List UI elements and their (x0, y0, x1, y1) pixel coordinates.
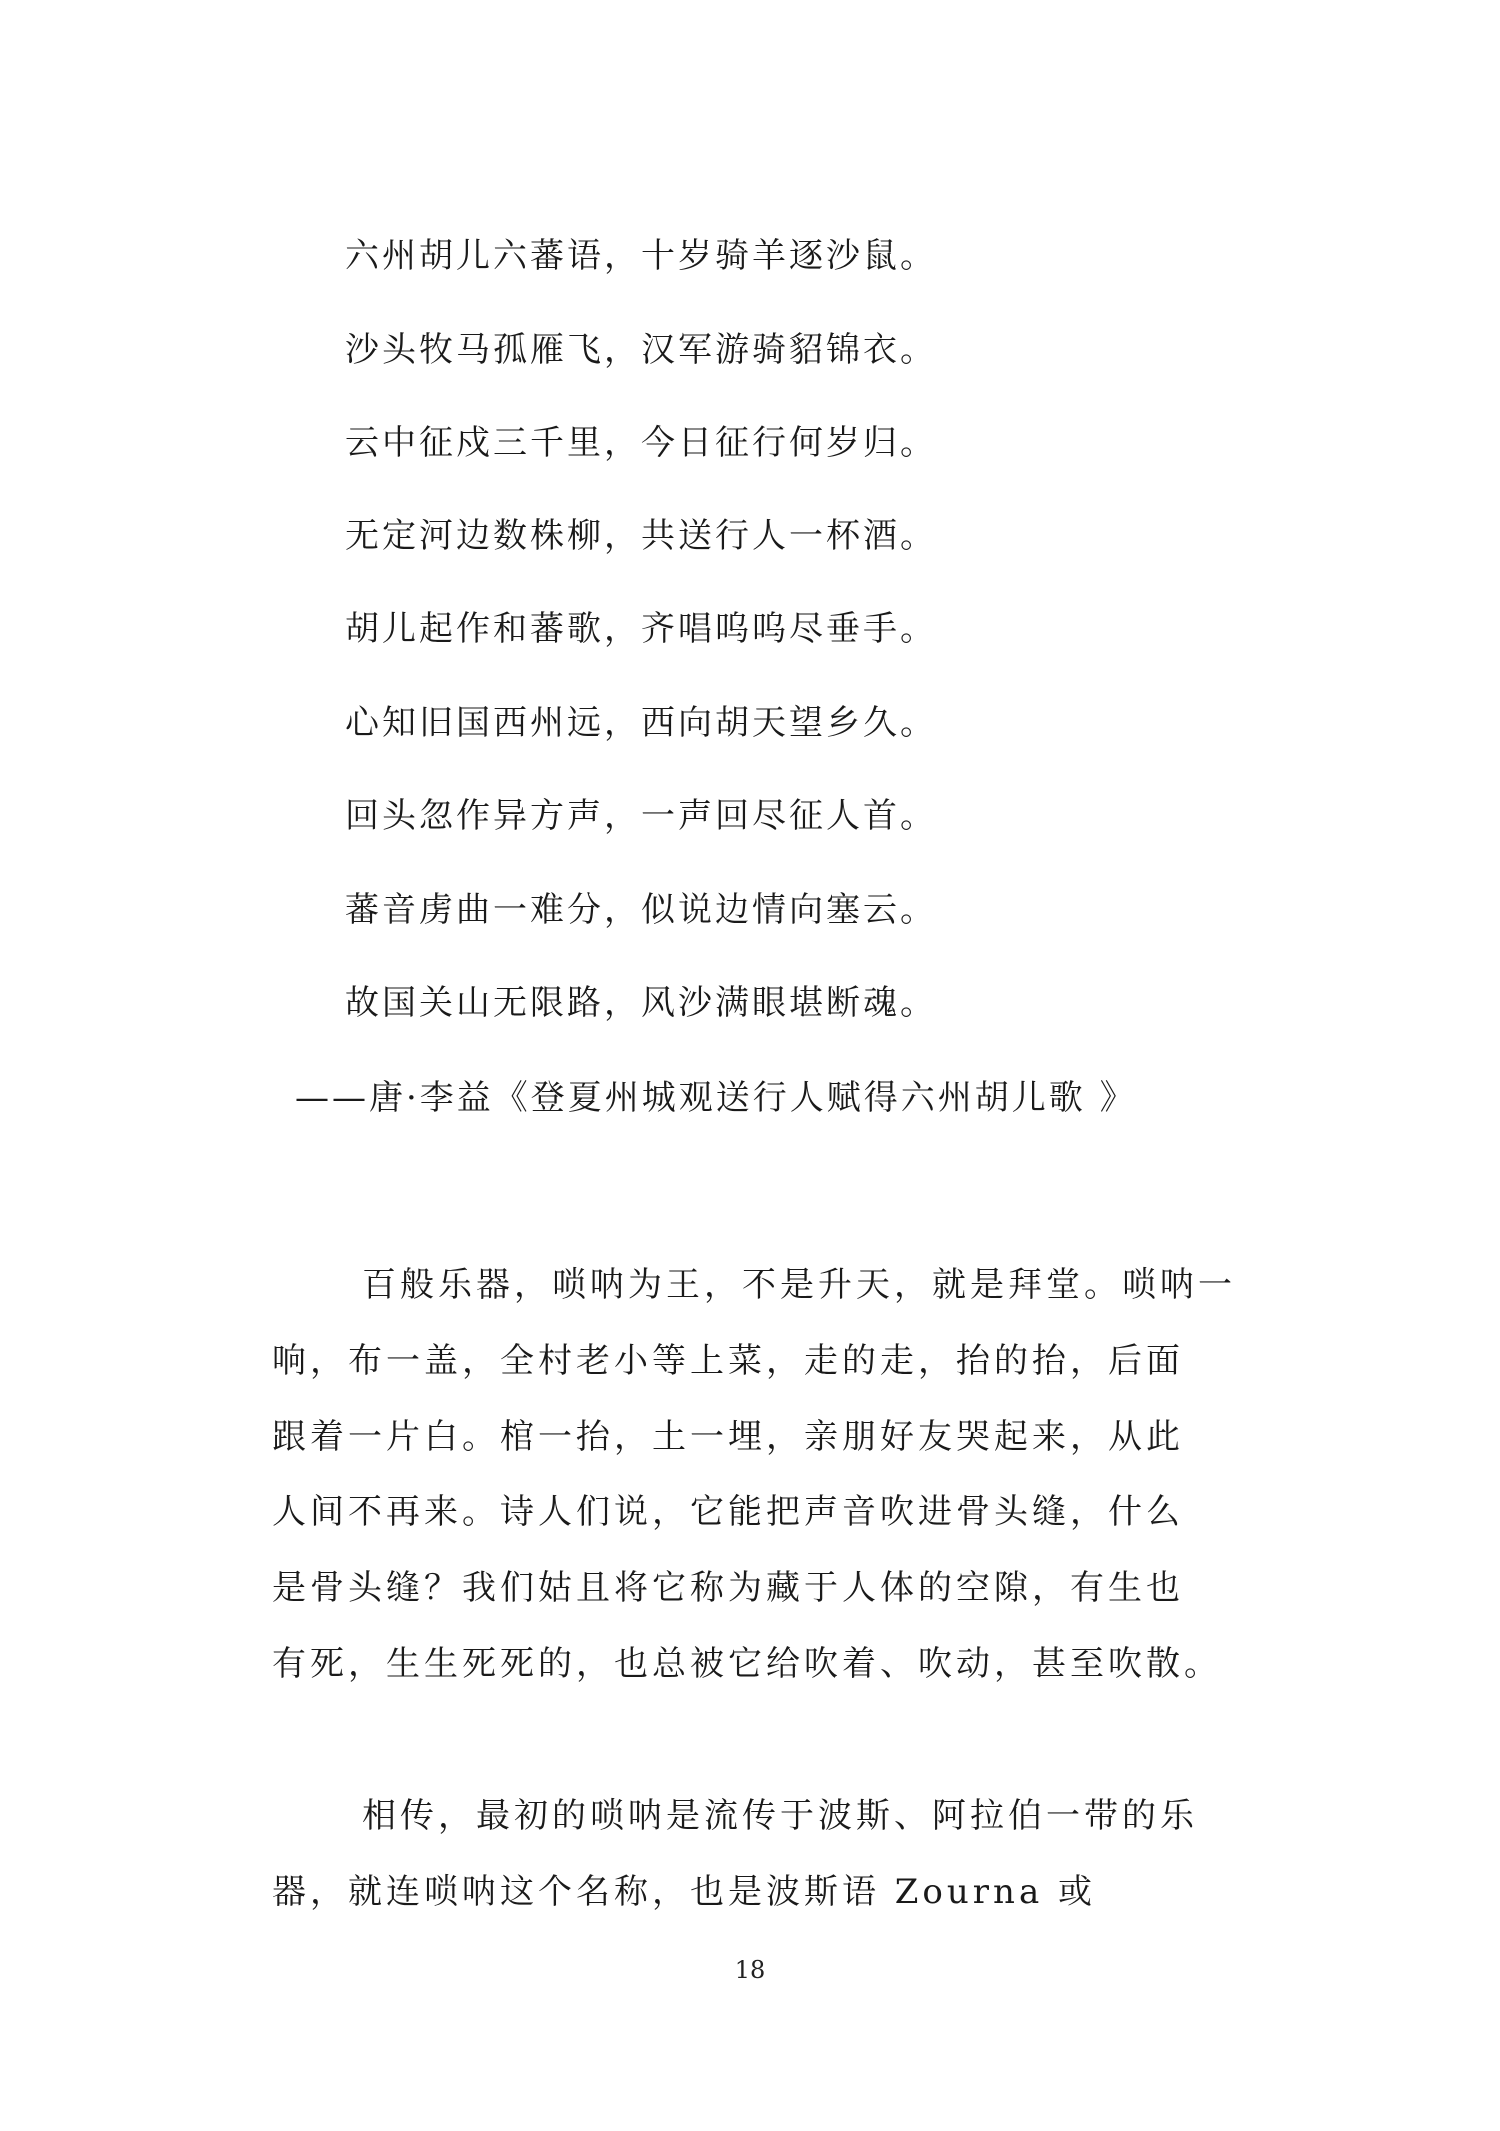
paragraph-line: 响，布一盖，全村老小等上菜，走的走，抬的抬，后面 (272, 1341, 1184, 1381)
paragraph-line: 跟着一片白。棺一抬，土一埋，亲朋好友哭起来，从此 (272, 1417, 1184, 1457)
poem-line: 蕃音虏曲一难分，似说边情向塞云。 (345, 890, 937, 930)
poem-line: 六州胡儿六蕃语，十岁骑羊逐沙鼠。 (345, 236, 937, 276)
paragraph-line: 人间不再来。诗人们说，它能把声音吹进骨头缝，什么 (272, 1492, 1184, 1532)
poem-line: 胡儿起作和蕃歌，齐唱呜呜尽垂手。 (345, 609, 937, 649)
poem-line: 云中征戍三千里，今日征行何岁归。 (345, 423, 937, 463)
poem-line: 心知旧国西州远，西向胡天望乡久。 (345, 703, 937, 743)
poem-attribution: ——唐·李益《登夏州城观送行人赋得六州胡儿歌 》 (295, 1078, 1137, 1118)
page-number: 18 (734, 1956, 766, 1984)
paragraph-line: 器，就连唢呐这个名称，也是波斯语 Zourna 或 (272, 1872, 1097, 1912)
paragraph-line: 相传，最初的唢呐是流传于波斯、阿拉伯一带的乐 (362, 1796, 1198, 1836)
paragraph-line: 百般乐器，唢呐为王，不是升天，就是拜堂。唢呐一 (362, 1265, 1236, 1305)
paragraph-line: 是骨头缝？我们姑且将它称为藏于人体的空隙，有生也 (272, 1568, 1184, 1608)
poem-line: 沙头牧马孤雁飞，汉军游骑貂锦衣。 (345, 330, 937, 370)
poem-line: 故国关山无限路，风沙满眼堪断魂。 (345, 983, 937, 1023)
poem-line: 回头忽作异方声，一声回尽征人首。 (345, 796, 937, 836)
poem-line: 无定河边数株柳，共送行人一杯酒。 (345, 516, 937, 556)
paragraph-line: 有死，生生死死的，也总被它给吹着、吹动，甚至吹散。 (272, 1644, 1222, 1684)
